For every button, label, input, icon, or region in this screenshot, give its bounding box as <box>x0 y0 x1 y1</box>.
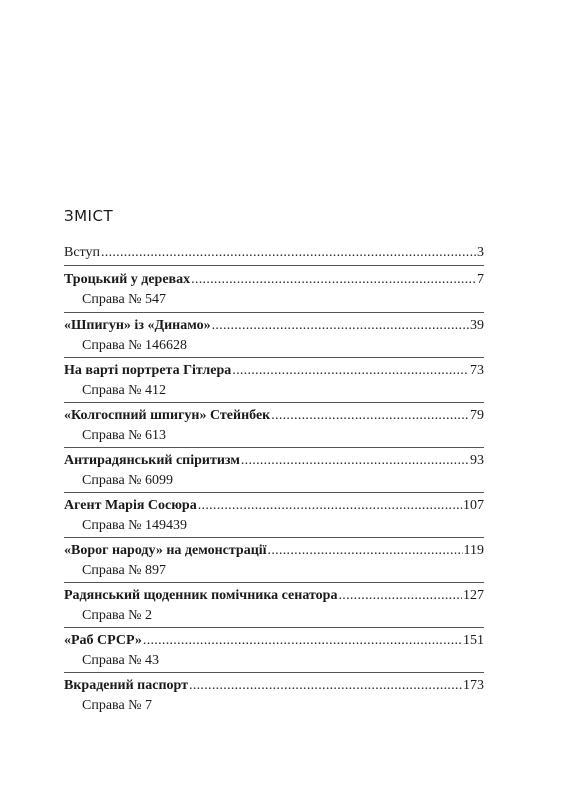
entry-page: 151 <box>463 633 484 648</box>
toc-entry[interactable] <box>64 407 484 425</box>
entry-title: Вкрадений паспорт <box>64 678 189 693</box>
toc-entry[interactable] <box>64 587 484 605</box>
entry-title: Радянський щоденник помічника сенатора <box>64 588 338 603</box>
toc-entry[interactable] <box>64 632 484 650</box>
toc-entry[interactable] <box>64 542 484 560</box>
divider <box>64 357 484 358</box>
case-number: Справа № 6099 <box>82 473 174 488</box>
case-number: Справа № 547 <box>82 292 167 307</box>
entry-title: «Шпигун» із «Динамо» <box>64 318 211 333</box>
case-number: Справа № 897 <box>82 563 167 578</box>
toc-entry[interactable] <box>64 452 484 470</box>
divider <box>64 672 484 673</box>
divider <box>64 537 484 538</box>
entry-page: 119 <box>463 543 484 558</box>
case-number: Справа № 149439 <box>82 518 188 533</box>
divider <box>64 265 484 266</box>
dot-leader <box>143 632 462 650</box>
dot-leader <box>191 271 476 289</box>
intro-entry[interactable] <box>64 244 484 262</box>
divider <box>64 447 484 448</box>
entry-page: 93 <box>470 453 484 468</box>
dot-leader <box>232 362 469 380</box>
case-number: Справа № 613 <box>82 428 167 443</box>
entry-title: «Раб СРСР» <box>64 633 142 648</box>
entry-page: 7 <box>477 272 484 287</box>
dot-leader <box>101 244 476 262</box>
toc-entry[interactable] <box>64 497 484 515</box>
dot-leader <box>189 677 462 695</box>
dot-leader <box>268 542 463 560</box>
toc-entry[interactable] <box>64 271 484 289</box>
divider <box>64 627 484 628</box>
toc-entry[interactable] <box>64 677 484 695</box>
entry-title: Агент Марія Сосюра <box>64 498 197 513</box>
dot-leader <box>271 407 469 425</box>
entry-title: «Ворог народу» на демонстрації <box>64 543 267 558</box>
toc-entry[interactable] <box>64 317 484 335</box>
entry-page: 173 <box>463 678 484 693</box>
entry-page: 127 <box>463 588 484 603</box>
entry-title: Троцький у деревах <box>64 272 191 287</box>
case-number: Справа № 412 <box>82 383 167 398</box>
entry-title: «Колгоспний шпигун» Стейнбек <box>64 408 271 423</box>
divider <box>64 492 484 493</box>
entry-page: 39 <box>470 318 484 333</box>
entry-title: На варті портрета Гітлера <box>64 363 232 378</box>
entry-page: 107 <box>463 498 484 513</box>
case-number: Справа № 7 <box>82 698 153 713</box>
dot-leader <box>241 452 469 470</box>
entry-title: Вступ <box>64 245 100 260</box>
dot-leader <box>198 497 462 515</box>
toc-heading: ЗМІСТ <box>64 207 114 225</box>
dot-leader <box>338 587 462 605</box>
case-number: Справа № 43 <box>82 653 160 668</box>
case-number: Справа № 146628 <box>82 338 188 353</box>
entry-page: 79 <box>470 408 484 423</box>
divider <box>64 312 484 313</box>
divider <box>64 402 484 403</box>
entry-title: Антирадянський спіритизм <box>64 453 240 468</box>
toc-entry[interactable] <box>64 362 484 380</box>
dot-leader <box>212 317 469 335</box>
entry-page: 3 <box>477 245 484 260</box>
divider <box>64 582 484 583</box>
entry-page: 73 <box>470 363 484 378</box>
case-number: Справа № 2 <box>82 608 153 623</box>
